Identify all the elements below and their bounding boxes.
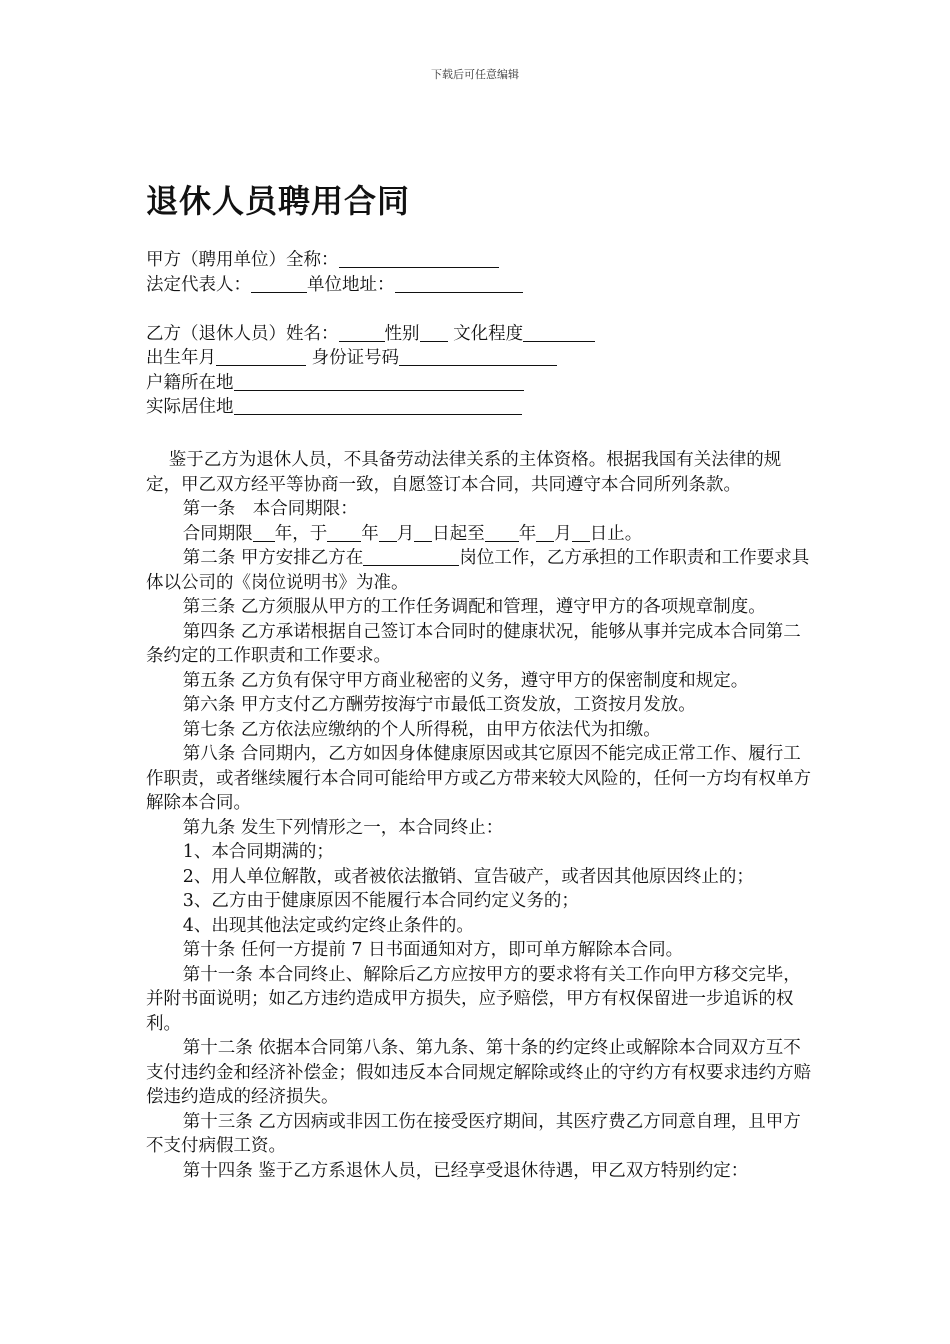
end-month-blank[interactable] — [536, 523, 554, 542]
end-day-blank[interactable] — [572, 523, 590, 542]
party-a-rep-line — [146, 273, 816, 298]
party-b-name-label: 乙方（退休人员）姓名： — [146, 323, 339, 344]
party-a-name-line — [146, 248, 816, 273]
party-b-name-line — [146, 322, 816, 347]
article-8: 第八条 合同期内，乙方如因身体健康原因或其它原因不能完成正常工作、履行工作职责，或者继续履行本合同可能给甲方或乙方带来较大风险的，任何一方均有权单方解除本合同。 — [146, 744, 811, 813]
party-b-gender-label: 性别 — [384, 323, 420, 344]
position-blank[interactable] — [363, 547, 459, 566]
party-b-household-label: 户籍所在地 — [146, 372, 234, 393]
term-text: 年，于 — [274, 523, 328, 544]
party-b-household-line — [146, 371, 816, 396]
party-b-gender-blank[interactable] — [420, 323, 448, 342]
spacer — [146, 420, 816, 445]
article-14: 第十四条 鉴于乙方系退休人员，已经享受退休待遇，甲乙双方特别约定： — [182, 1160, 749, 1181]
party-b-education-blank[interactable] — [523, 323, 595, 342]
term-text: 合同期限 — [182, 523, 253, 544]
article-10: 第十条 任何一方提前 7 日书面通知对方，即可单方解除本合同。 — [182, 940, 684, 960]
article-2-text: 第二条 甲方安排乙方在 — [182, 548, 364, 568]
party-b-birth-line — [146, 346, 816, 371]
header-note: 下载后可任意编辑 — [431, 68, 519, 81]
term-text: 年 — [518, 523, 537, 544]
article-1-term-line — [146, 522, 816, 547]
article-4: 第四条 乙方承诺根据自己签订本合同时的健康状况，能够从事并完成本合同第二条约定的工作职责和工作要求。 — [146, 621, 801, 666]
article-9: 第九条 发生下列情形之一，本合同终止： — [182, 817, 504, 838]
term-text: 日起至 — [432, 523, 485, 544]
party-a-address-label: 单位地址： — [307, 274, 395, 295]
article-9-item-4: 4、出现其他法定或约定终止条件的。 — [182, 915, 474, 936]
party-a-rep-label: 法定代表人： — [146, 274, 251, 295]
term-text: 年 — [361, 523, 379, 544]
term-text: 月 — [396, 523, 415, 544]
party-b-name-blank[interactable] — [339, 323, 385, 342]
article-12: 第十二条 依据本合同第八条、第九条、第十条的约定终止或解除本合同双方互不支付违约金和经济补偿金；假如违反本合同规定解除或终止的守约方有权要求违约方赔偿违约造成的经济损失。 — [146, 1038, 811, 1107]
article-1-heading: 第一条 本合同期限： — [182, 499, 358, 519]
party-b-id-blank[interactable] — [399, 347, 557, 366]
article-2 — [146, 546, 816, 595]
party-b-birth-label: 出生年月 — [146, 348, 216, 368]
article-9-item-2: 2、用人单位解散，或者被依法撤销、宣告破产，或者因其他原因终止的； — [182, 866, 754, 887]
article-13: 第十三条 乙方因病或非因工伤在接受医疗期间，其医疗费乙方同意自理，且甲方不支付病假工资。 — [146, 1111, 801, 1156]
preamble: 鉴于乙方为退休人员，不具备劳动法律关系的主体资格。根据我国有关法律的规定，甲乙双方经平等协商一致，自愿签订本合同，共同遵守本合同所列条款。 — [146, 450, 782, 495]
party-b-residence-line — [146, 395, 816, 420]
party-b-residence-blank[interactable] — [234, 396, 522, 415]
article-3: 第三条 乙方须服从甲方的工作任务调配和管理，遵守甲方的各项规章制度。 — [182, 597, 766, 617]
article-5: 第五条 乙方负有保守甲方商业秘密的义务，遵守甲方的保密制度和规定。 — [182, 670, 749, 691]
start-day-blank[interactable] — [414, 523, 432, 542]
party-b-id-label: 身份证号码 — [306, 348, 400, 368]
article-9-item-1: 1、本合同期满的； — [182, 842, 334, 862]
spacer — [146, 297, 816, 322]
contract-title: 退休人员聘用合同 — [146, 182, 411, 220]
party-b-household-blank[interactable] — [234, 372, 524, 391]
article-11: 第十一条 本合同终止、解除后乙方应按甲方的要求将有关工作向甲方移交完毕，并附书面说明；如乙方违约造成甲方损失，应予赔偿，甲方有权保留进一步追诉的权利。 — [146, 964, 801, 1034]
party-b-residence-label: 实际居住地 — [146, 397, 234, 417]
party-a-address-blank[interactable] — [395, 274, 523, 293]
start-month-blank[interactable] — [379, 523, 397, 542]
party-b-education-label: 文化程度 — [447, 323, 524, 344]
article-9-item-3: 3、乙方由于健康原因不能履行本合同约定义务的； — [182, 891, 579, 911]
party-a-rep-blank[interactable] — [251, 274, 307, 293]
article-6: 第六条 甲方支付乙方酬劳按海宁市最低工资发放，工资按月发放。 — [182, 695, 696, 715]
party-a-name-blank[interactable] — [339, 249, 499, 268]
term-years-blank[interactable] — [253, 523, 275, 542]
end-year-blank[interactable] — [485, 523, 519, 542]
term-text: 日止。 — [589, 523, 643, 544]
article-2-text: 岗位工作，乙方承担的工作职责和工作要求具体以公司的《岗位说明书》为准。 — [146, 548, 810, 593]
party-a-name-label: 甲方（聘用单位）全称： — [146, 250, 339, 270]
party-b-birth-blank[interactable] — [216, 347, 306, 366]
contract-body — [146, 248, 816, 1183]
start-year-blank[interactable] — [327, 523, 361, 542]
term-text: 月 — [554, 523, 572, 544]
article-7: 第七条 乙方依法应缴纳的个人所得税，由甲方依法代为扣缴。 — [182, 719, 661, 740]
